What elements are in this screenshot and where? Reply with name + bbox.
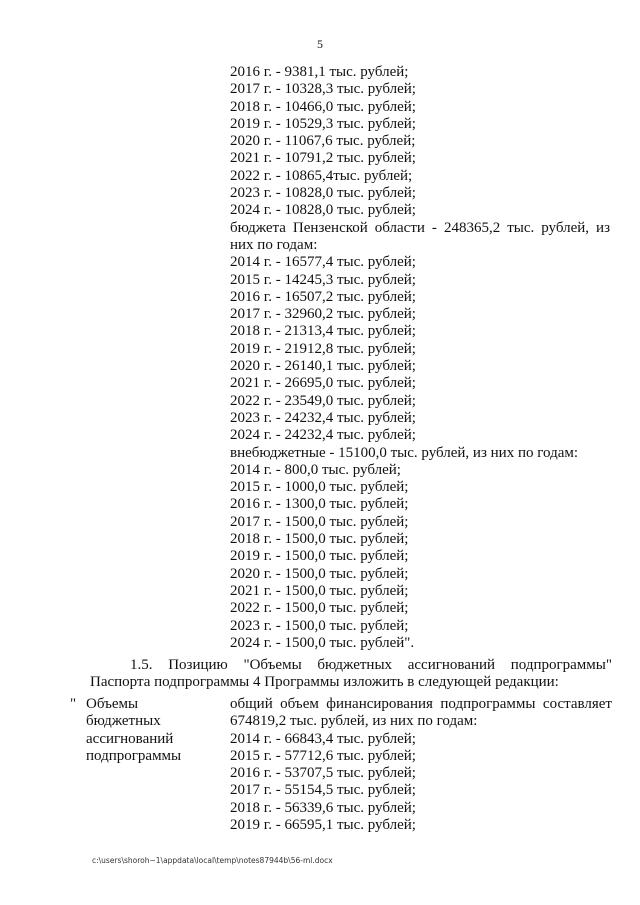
regional-budget-header: бюджета Пензенской области - 248365,2 тыс. рублей, из них по годам: [230, 219, 610, 253]
year-line: 2015 г. - 14245,3 тыс. рублей; [230, 271, 416, 288]
year-line: 2024 г. - 10828,0 тыс. рублей; [230, 202, 416, 219]
extrabudget-header: внебюджетные - 15100,0 тыс. рублей, из них по годам: [230, 444, 579, 461]
label-line: бюджетных [86, 713, 161, 730]
year-line: 2019 г. - 66595,1 тыс. рублей; [230, 817, 416, 834]
year-line: 2017 г. - 55154,5 тыс. рублей; [230, 782, 416, 799]
year-line: 2016 г. - 9381,1 тыс. рублей; [230, 64, 409, 80]
label-line: Объемы [86, 696, 139, 712]
year-line: 2014 г. - 16577,4 тыс. рублей; [230, 254, 416, 271]
section-line-2: Паспорта подпрограммы 4 Программы изложить в следующей редакции: [90, 674, 559, 691]
year-line: 2017 г. - 10328,3 тыс. рублей; [230, 81, 416, 98]
opening-quote: " [70, 696, 77, 712]
year-line: 2015 г. - 1000,0 тыс. рублей; [230, 479, 409, 496]
year-line: 2022 г. - 10865,4тыс. рублей; [230, 167, 413, 184]
table-right-content [230, 696, 612, 834]
funding-column [230, 64, 610, 652]
year-line: 2017 г. - 32960,2 тыс. рублей; [230, 306, 416, 323]
year-line: 2018 г. - 56339,6 тыс. рублей; [230, 799, 416, 816]
year-line: 2018 г. - 10466,0 тыс. рублей; [230, 98, 416, 115]
year-line: 2020 г. - 26140,1 тыс. рублей; [230, 358, 416, 375]
year-line: 2016 г. - 16507,2 тыс. рублей; [230, 288, 416, 305]
year-line: 2023 г. - 24232,4 тыс. рублей; [230, 409, 416, 426]
year-line: 2018 г. - 1500,0 тыс. рублей; [230, 531, 409, 548]
year-line: 2021 г. - 10791,2 тыс. рублей; [230, 150, 416, 167]
total-funding-header: общий объем финансирования подпрограммы составляет 674819,2 тыс. рублей, из них по годам: [230, 696, 612, 730]
year-line: 2022 г. - 23549,0 тыс. рублей; [230, 392, 416, 409]
year-line: 2017 г. - 1500,0 тыс. рублей; [230, 513, 409, 530]
year-line: 2020 г. - 11067,6 тыс. рублей; [230, 133, 416, 150]
year-line: 2023 г. - 1500,0 тыс. рублей; [230, 617, 409, 634]
year-line: 2016 г. - 53707,5 тыс. рублей; [230, 765, 416, 782]
year-line: 2014 г. - 800,0 тыс. рублей; [230, 461, 401, 478]
section-paragraph [90, 657, 612, 692]
footer-file-path: c:\users\shoroh~1\appdata\local\temp\notes87944b\56-ml.docx [92, 856, 333, 865]
year-line: 2018 г. - 21313,4 тыс. рублей; [230, 323, 416, 340]
year-line: 2020 г. - 1500,0 тыс. рублей; [230, 565, 409, 582]
year-line: 2019 г. - 1500,0 тыс. рублей; [230, 548, 409, 565]
year-line: 2019 г. - 21912,8 тыс. рублей; [230, 340, 416, 357]
year-line: 2014 г. - 66843,4 тыс. рублей; [230, 730, 416, 747]
year-line: 2024 г. - 24232,4 тыс. рублей; [230, 427, 416, 444]
year-line: 2015 г. - 57712,6 тыс. рублей; [230, 747, 416, 764]
page-number: 5 [317, 37, 323, 51]
table-left-label [86, 696, 216, 765]
year-line: 2022 г. - 1500,0 тыс. рублей; [230, 600, 409, 617]
year-line: 2023 г. - 10828,0 тыс. рублей; [230, 185, 416, 202]
year-line: 2019 г. - 10529,3 тыс. рублей; [230, 115, 416, 132]
year-line: 2024 г. - 1500,0 тыс. рублей". [230, 634, 415, 651]
label-line: ассигнований [86, 730, 174, 747]
year-line: 2016 г. - 1300,0 тыс. рублей; [230, 496, 409, 513]
year-line: 2021 г. - 26695,0 тыс. рублей; [230, 375, 416, 392]
label-line: подпрограммы [86, 747, 182, 764]
year-line: 2021 г. - 1500,0 тыс. рублей; [230, 582, 409, 599]
section-line-1: 1.5. Позицию "Объемы бюджетных ассигнований подпрограммы" [130, 657, 612, 673]
